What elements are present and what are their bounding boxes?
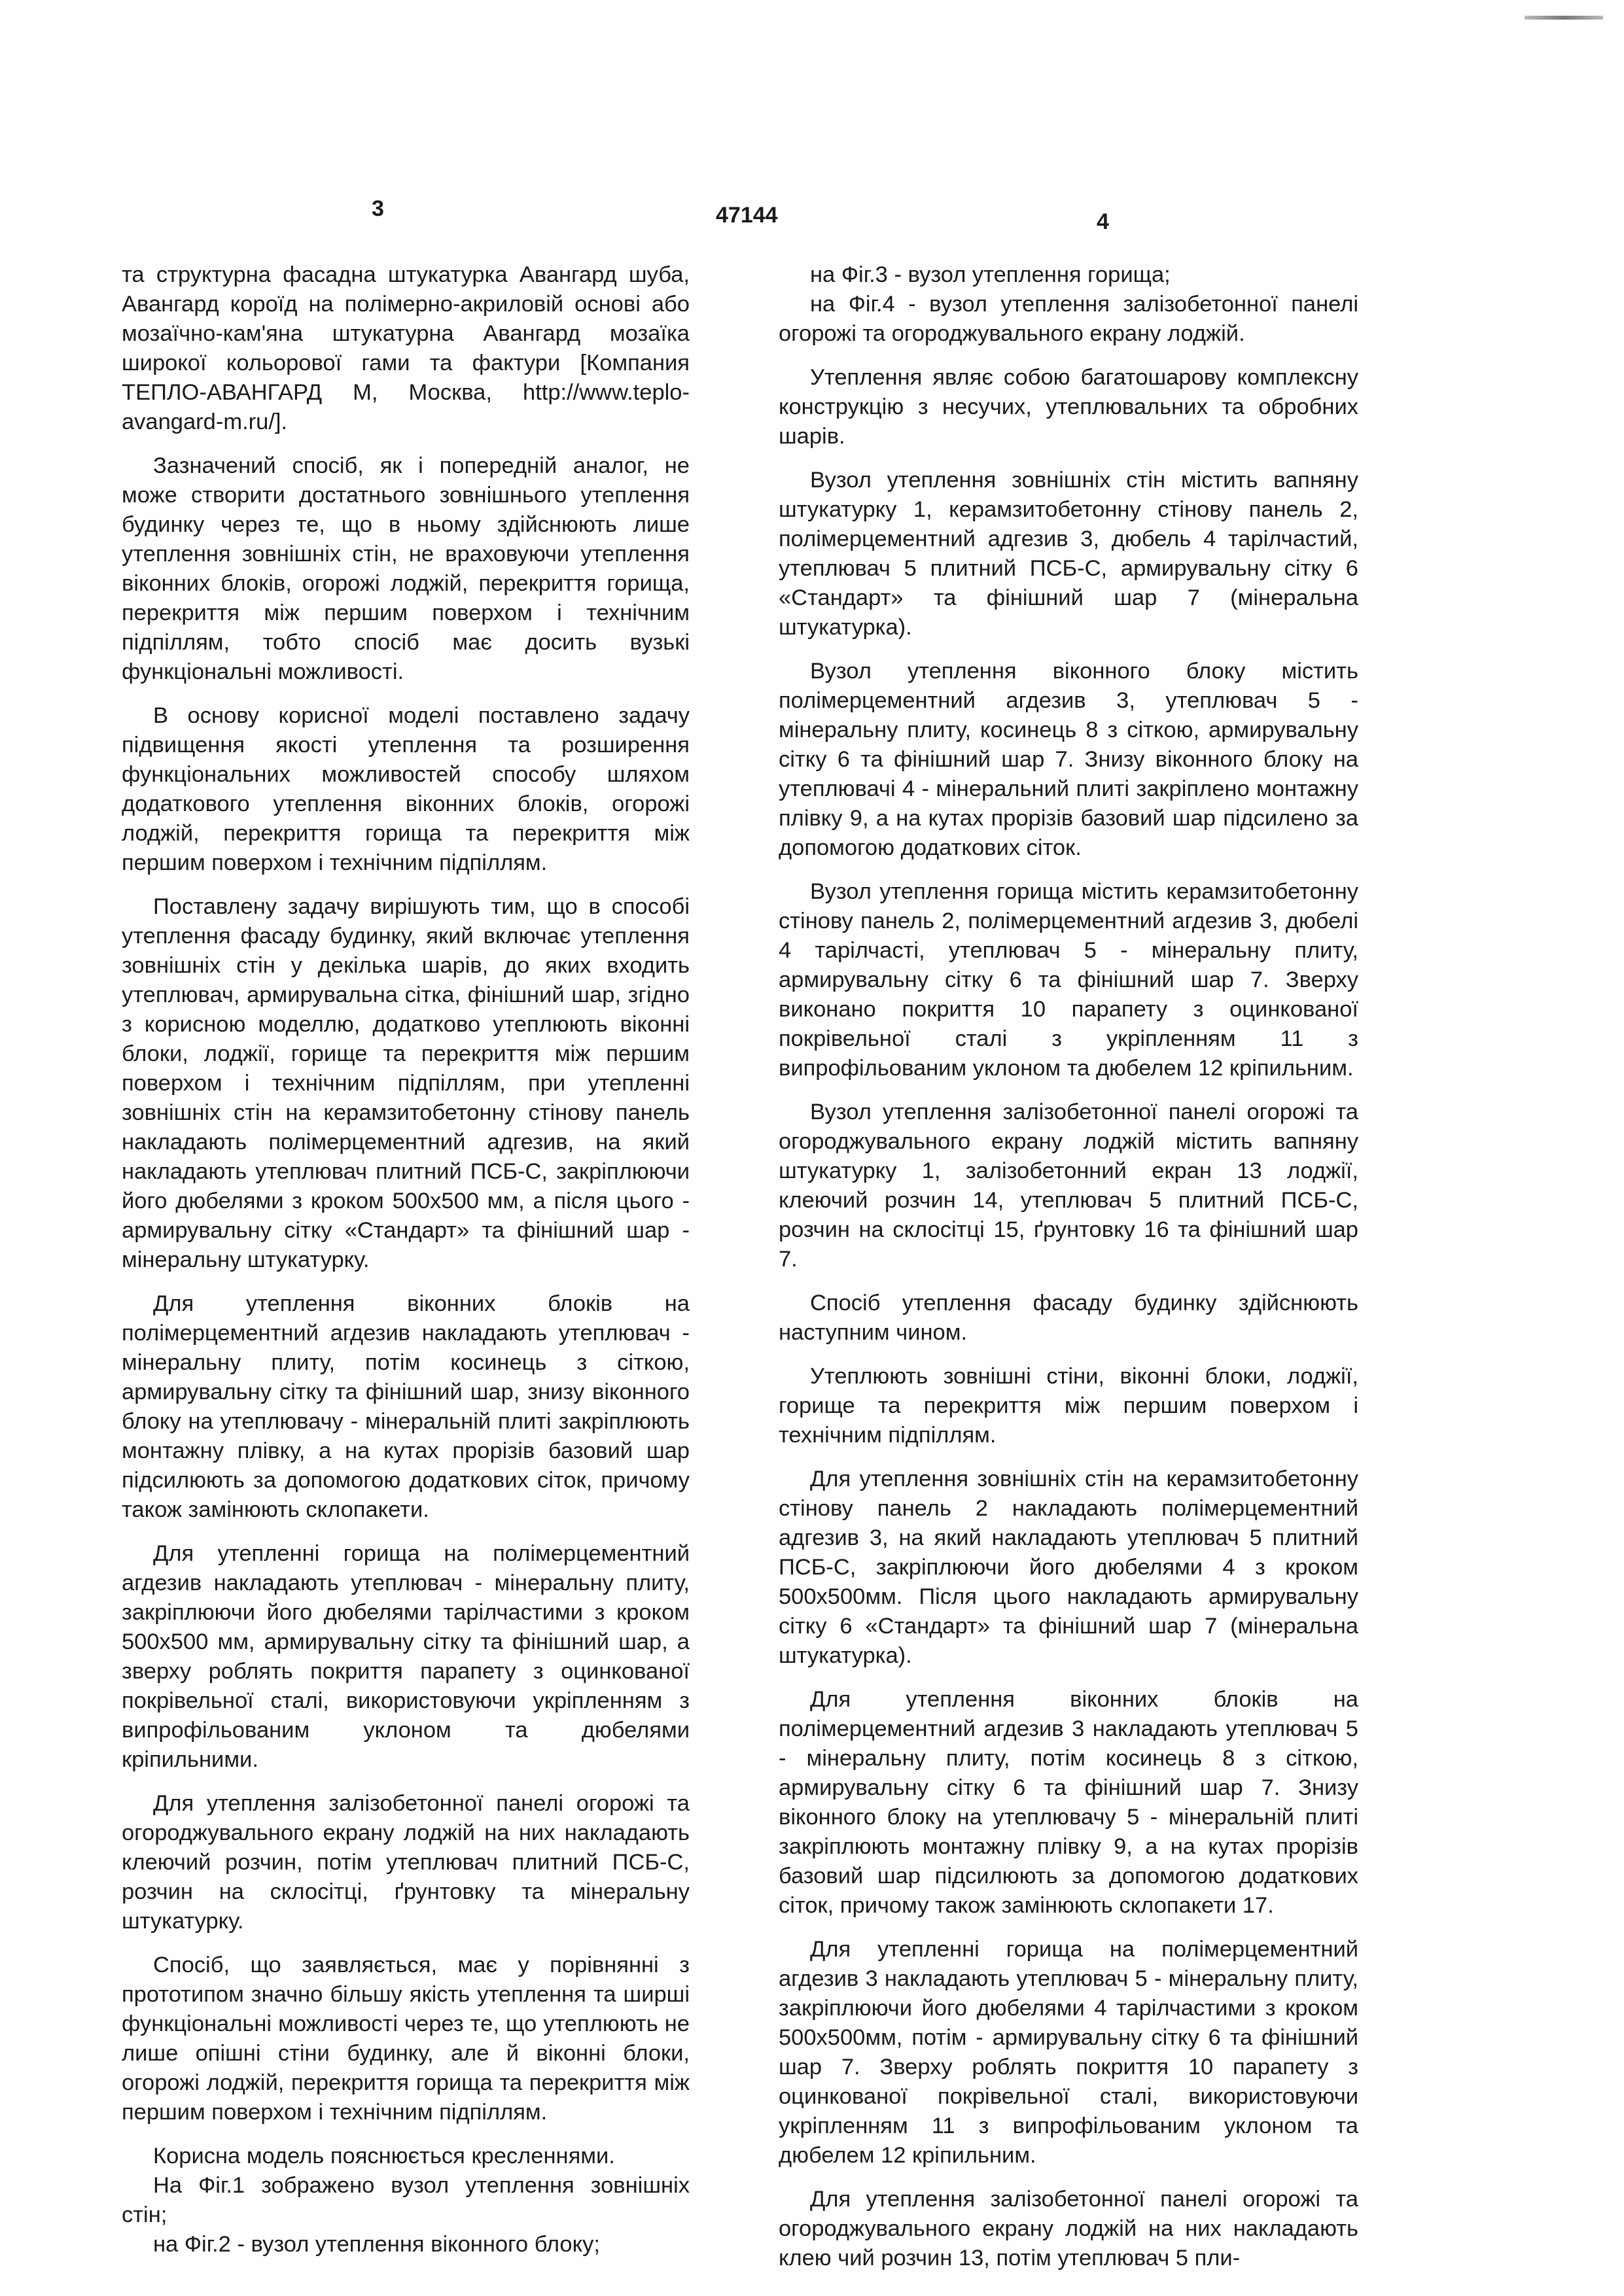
page-header bbox=[0, 196, 1624, 249]
paragraph: на Фіг.4 - вузол утеплення залізобетонної панелі огорожі та огороджувального екрану лоджій. bbox=[779, 292, 1358, 346]
paragraph: Вузол утеплення горища містить керамзитобетонну стінову панель 2, полімерцементний агдезив 3, дюбелі 4 тарілчасті, утеплювач 5 - мінеральну плиту, армирувальну сітку 6 та фінішний шар 7. Зверху виконано покриття 10 парапету з оцинкованої покрівельної сталі з укріпленням 11 з випрофільованим уклоном та дюбелем 12 кріпильним. bbox=[779, 879, 1358, 1081]
page-number-left: 3 bbox=[372, 196, 384, 221]
paragraph: Вузол утеплення віконного блоку містить полімерцементний агдезив 3, утеплювач 5 - мінеральну плиту, косинець 8 з сіткою, армирувальну сітку 6 та фінішний шар 7. Знизу віконного блоку на утеплювачі 4 - мінеральний плиті закріплено монтажну плівку 9, а на кутах прорізів базовий шар підсилено за допомогою додаткових сіток. bbox=[779, 659, 1358, 860]
paragraph: на Фіг.2 - вузол утеплення віконного блоку; bbox=[153, 2232, 600, 2257]
page-number-right: 4 bbox=[1097, 209, 1109, 234]
paragraph: Для утепленні горища на полімерцементний агдезив накладають утеплювач - мінеральну плиту, закріплюючи його дюбелями тарілчастими з кроком 500x500 мм, армирувальну сітку та фінішний шар, а зверху роблять покриття парапету з оцинкованої покрівельної сталі, використовуючи укріпленням з випрофільованим уклоном та дюбелями кріпильними. bbox=[122, 1541, 690, 1772]
left-column bbox=[122, 260, 690, 2259]
paragraph: В основу корисної моделі поставлено задачу підвищення якості утеплення та розширення функціональних можливостей способу шляхом додаткового утеплення віконних блоків, огорожі лоджій, перекриття горища та перекриття між першим поверхом і технічним підпіллям. bbox=[122, 703, 690, 875]
paragraph: Утеплення являє собою багатошарову комплексну конструкцію з несучих, утеплювальних та обробних шарів. bbox=[779, 365, 1358, 449]
scan-artifact-line bbox=[1525, 16, 1603, 20]
paragraph: та структурна фасадна штукатурка Авангард шуба, Авангард короїд на полімерно-акриловій основі або мозаїчно-кам'яна штукатурна Авангард мозаїка широкої кольорової гами та фактури [Компания ТЕПЛО-АВАНГАРД М, Москва, http://www.teplo-avangard-m.ru/]. bbox=[122, 262, 690, 434]
paragraph: Для утеплення віконних блоків на полімерцементний агдезив 3 накладають утеплювач 5 - мінеральну плиту, потім косинець 8 з сіткою, армирувальну сітку 6 та фінішний шар 7. Знизу віконного блоку на утеплювачу 5 - мінеральній плиті закріплюють монтажну плівку 9, а на кутах прорізів базовий шар підсилюють за допомогою додаткових сіток, причому також замінюють склопакети 17. bbox=[779, 1687, 1358, 1918]
paragraph: Спосіб утеплення фасаду будинку здійснюють наступним чином. bbox=[779, 1291, 1358, 1345]
patent-number: 47144 bbox=[716, 203, 778, 228]
right-column bbox=[779, 260, 1358, 2273]
paragraph: Вузол утеплення залізобетонної панелі огорожі та огороджувального екрану лоджій містить вапняну штукатурку 1, залізобетонний екран 13 лоджії, клеючий розчин 14, утеплювач 5 плитний ПСБ-С, розчин на склосітці 15, ґрунтовку 16 та фінішний шар 7. bbox=[779, 1100, 1358, 1272]
paragraph: Вузол утеплення зовнішніх стін містить вапняну штукатурку 1, керамзитобетонну стінову панель 2, полімерцементний адгезив 3, дюбель 4 тарілчастий, утеплювач 5 плитний ПСБ-С, армирувальну сітку 6 «Стандарт» та фінішний шар 7 (мінеральна штукатурка). bbox=[779, 468, 1358, 640]
paragraph: Поставлену задачу вирішують тим, що в способі утеплення фасаду будинку, який включає утеплення зовнішніх стін у декілька шарів, до яких входить утеплювач, армирувальна сітка, фінішний шар, згідно з корисною моделлю, додатково утеплюють віконні блоки, лоджії, горище та перекриття між першим поверхом і технічним підпіллям, при утепленні зовнішніх стін на керамзитобетонну стінову панель накладають полімерцементний адгезив, на який накладають утеплювач плитний ПСБ-С, закріплюючи його дюбелями з кроком 500x500 мм, а після цього - армирувальну сітку «Стандарт» та фінішний шар - мінеральну штукатурку. bbox=[122, 894, 690, 1272]
paragraph: На Фіг.1 зображено вузол утеплення зовнішніх стін; bbox=[122, 2173, 690, 2227]
paragraph: Для утепленні горища на полімерцементний агдезив 3 накладають утеплювач 5 - мінеральну плиту, закріплюючи його дюбелями 4 тарілчастими з кроком 500x500мм, потім - армирувальну сітку 6 та фінішний шар 7. Зверху роблять покриття 10 парапету з оцинкованої покрівельної сталі, використовуючи укріпленням 11 з випрофільованим уклоном та дюбелем 12 кріпильним. bbox=[779, 1937, 1358, 2168]
paragraph: Для утеплення залізобетонної панелі огорожі та огороджувального екрану лоджій на них накладають клею чий розчин 13, потім утеплювач 5 пли- bbox=[779, 2187, 1358, 2270]
paragraph: Спосіб, що заявляється, має у порівнянні з прототипом значно більшу якість утеплення та ширші функціональні можливості через те, що утеплюють не лише опішні стіни будинку, але й віконні блоки, огорожі лоджій, перекриття горища та перекриття між першим поверхом і технічним підпіллям. bbox=[122, 1953, 690, 2125]
paragraph: Корисна модель пояснюється кресленнями. bbox=[153, 2144, 615, 2168]
paragraph: Для утеплення залізобетонної панелі огорожі та огороджувального екрану лоджій на них накладають клеючий розчин, потім утеплювач плитний ПСБ-С, розчин на склосітці, ґрунтовку та мінеральну штукатурку. bbox=[122, 1791, 690, 1934]
paragraph: Зазначений спосіб, як і попередній аналог, не може створити достатнього зовнішнього утеплення будинку через те, що в ньому здійснюють лише утеплення зовнішніх стін, не враховуючи утеплення віконних блоків, огорожі лоджій, перекриття горища, перекриття між першим поверхом і технічним підпіллям, тобто спосіб має досить вузькі функціональні можливості. bbox=[122, 453, 690, 684]
paragraph: Утеплюють зовнішні стіни, віконні блоки, лоджії, горище та перекриття між першим поверхом і технічним підпіллям. bbox=[779, 1364, 1358, 1448]
paragraph: Для утеплення віконних блоків на полімерцементний агдезив накладають утеплювач - мінеральну плиту, потім косинець з сіткою, армирувальну сітку та фінішний шар, знизу віконного блоку на утеплювачу - мінеральній плиті закріплюють монтажну плівку, а на кутах прорізів базовий шар підсилюють за допомогою додаткових сіток, причому також замінюють склопакети. bbox=[122, 1291, 690, 1522]
paragraph: Для утеплення зовнішніх стін на керамзитобетонну стінову панель 2 накладають полімерцементний адгезив 3, на який накладають утеплювач 5 плитний ПСБ-С, закріплюючи його дюбелями 4 з кроком 500x500мм. Після цього накладають армирувальну сітку 6 «Стандарт» та фінішний шар 7 (мінеральна штукатурка). bbox=[779, 1467, 1358, 1668]
paragraph: на Фіг.3 - вузол утеплення горища; bbox=[810, 262, 1171, 287]
